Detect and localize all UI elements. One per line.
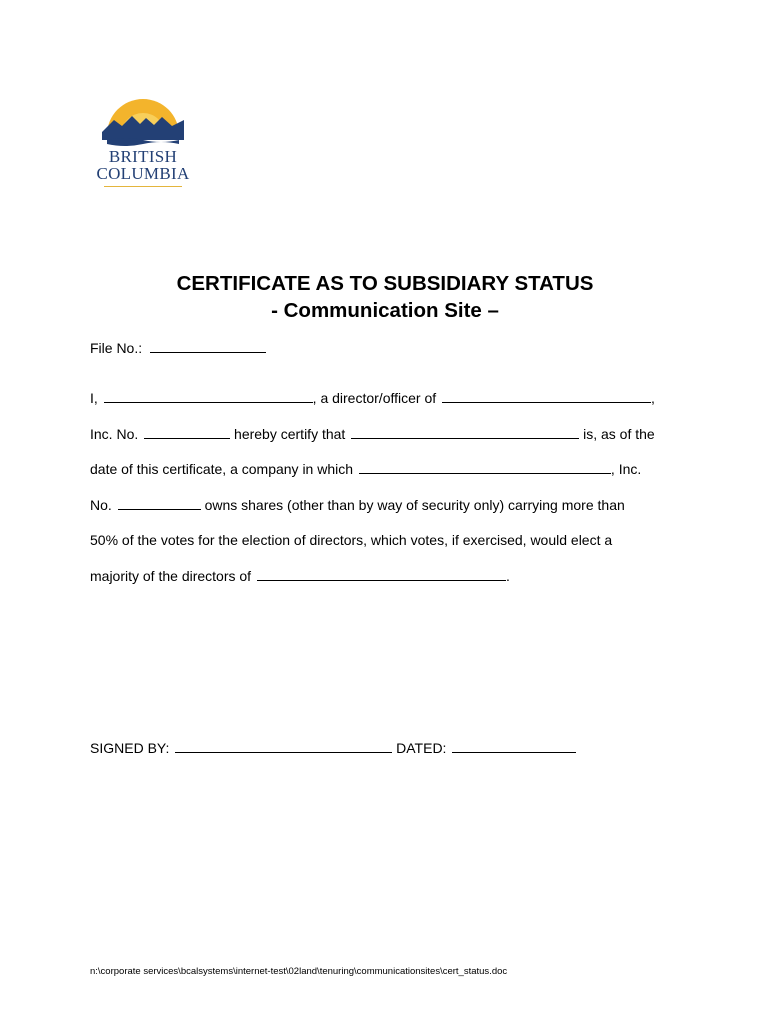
text-owns-shares: owns shares (other than by way of security only) carrying more than xyxy=(204,497,625,513)
form-line-1 xyxy=(90,389,655,407)
file-no-row xyxy=(90,339,266,357)
text-is-as-of: is, as of the xyxy=(583,426,655,442)
inc-no-field-1[interactable] xyxy=(144,425,230,439)
signed-by-label: SIGNED BY: xyxy=(90,740,170,756)
text-i: I, xyxy=(90,390,98,406)
director-name-field[interactable] xyxy=(104,389,313,403)
logo-line-columbia: COLUMBIA xyxy=(96,164,190,183)
text-majority-of-directors: majority of the directors of xyxy=(90,568,252,584)
form-line-3 xyxy=(90,460,641,478)
signed-by-field[interactable] xyxy=(175,739,392,753)
form-line-2 xyxy=(90,425,655,443)
text-director-officer-of: , a director/officer of xyxy=(312,390,437,406)
parent-company-field[interactable] xyxy=(359,460,611,474)
dated-field[interactable] xyxy=(452,739,576,753)
text-inc-no: Inc. No. xyxy=(90,426,139,442)
company-name-field[interactable] xyxy=(442,389,651,403)
file-no-label: File No.: xyxy=(90,340,143,356)
text-comma: , xyxy=(651,390,655,406)
document-title: CERTIFICATE AS TO SUBSIDIARY STATUS xyxy=(176,272,594,295)
footer-file-path: n:\corporate services\bcalsystems\internet-test\02land\tenuring\communicationsites\cert_status.doc xyxy=(90,966,508,977)
text-hereby-certify: hereby certify that xyxy=(234,426,346,442)
text-inc: , Inc. xyxy=(610,461,642,477)
text-period: . xyxy=(505,568,510,584)
dated-label: DATED: xyxy=(396,740,447,756)
signature-row xyxy=(90,739,576,757)
inc-no-field-2[interactable] xyxy=(118,496,201,510)
directors-of-field[interactable] xyxy=(257,567,506,581)
form-line-5: 50% of the votes for the election of directors, which votes, if exercised, would elect a xyxy=(90,532,613,548)
document-subtitle: - Communication Site – xyxy=(271,299,499,322)
text-date-of-certificate: date of this certificate, a company in which xyxy=(90,461,354,477)
logo-underline xyxy=(104,186,182,187)
form-line-6 xyxy=(90,567,510,585)
file-no-field[interactable] xyxy=(150,339,266,353)
subsidiary-name-field[interactable] xyxy=(351,425,579,439)
logo-wordmark xyxy=(88,148,198,182)
logo-line-british: BRITISH xyxy=(108,147,178,166)
text-no: No. xyxy=(90,497,112,513)
form-line-4 xyxy=(90,496,625,514)
